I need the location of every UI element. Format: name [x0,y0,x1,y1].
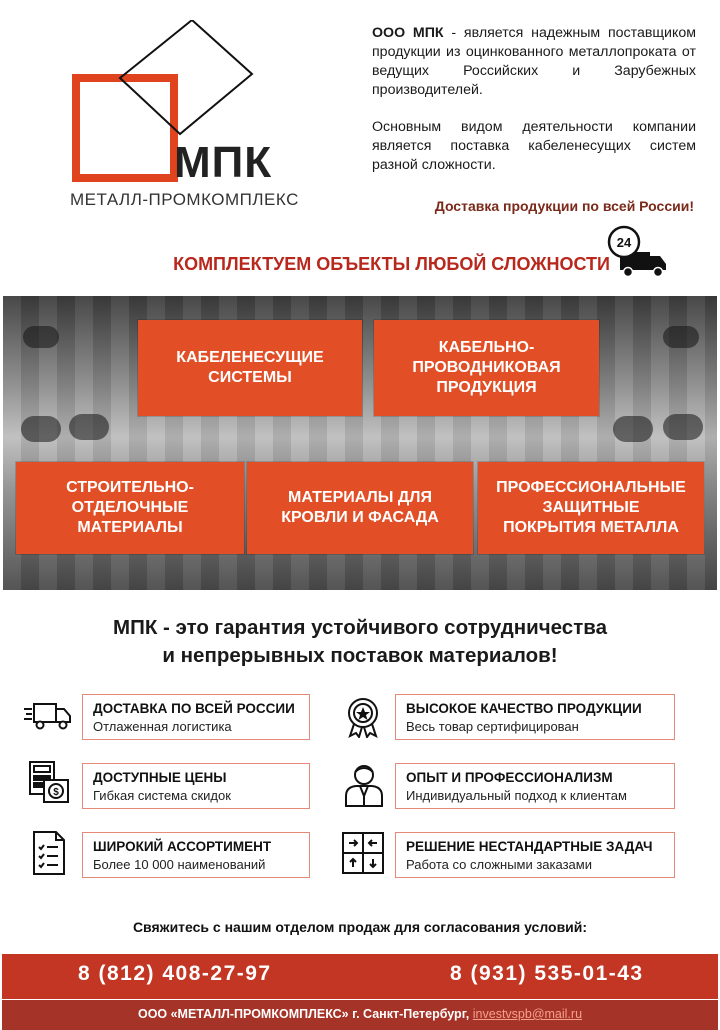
category-label-line: КРОВЛИ И ФАСАДА [281,509,439,526]
category-cable-wiring[interactable] [374,320,599,416]
feature-title: РЕШЕНИЕ НЕСТАНДАРТНЫЕ ЗАДАЧ [406,839,653,854]
email-link[interactable]: investvspb@mail.ru [472,1007,583,1021]
logo-text: МПК [174,138,273,187]
feature-delivery [82,694,310,740]
puzzle-arrows-icon [340,830,386,881]
tray-perforation [663,326,699,348]
feature-title: ШИРОКИЙ АССОРТИМЕНТ [93,839,272,854]
feature-custom-tasks [395,832,675,878]
product-categories-banner [3,296,717,590]
category-label-line: ПОКРЫТИЯ МЕТАЛЛА [503,519,679,536]
phone-mobile[interactable]: 8 (931) 535-01-43 [450,962,644,985]
feature-description: Гибкая система скидок [93,788,231,803]
category-label-line: ЗАЩИТНЫЕ [542,499,640,516]
feature-title: ОПЫТ И ПРОФЕССИОНАЛИЗМ [406,770,613,785]
tray-perforation [23,326,59,348]
feature-experience [395,763,675,809]
category-label-line: МАТЕРИАЛЫ [77,519,183,536]
delivery-note: Доставка продукции по всей России! [434,198,694,214]
company-logo [62,20,312,220]
category-label-line: СТРОИТЕЛЬНО- [66,479,194,496]
category-label [412,338,560,398]
checklist-icon [32,830,68,881]
tray-perforation [613,416,653,442]
phone-spb[interactable]: 8 (812) 408-27-97 [78,962,272,985]
professional-person-icon [342,762,386,813]
feature-description: Индивидуальный подход к клиентам [406,788,627,803]
feature-title: ВЫСОКОЕ КАЧЕСТВО ПРОДУКЦИИ [406,701,642,716]
category-finishing-materials[interactable] [16,462,244,554]
feature-assortment [82,832,310,878]
category-label-line: ПРОФЕССИОНАЛЬНЫЕ [496,479,686,496]
tray-perforation [21,416,61,442]
feature-description: Отлаженная логистика [93,719,232,734]
tray-perforation [663,414,703,440]
category-label [66,478,194,538]
intro-text [372,24,696,175]
feature-description: Весь товар сертифицирован [406,719,579,734]
company-name: ООО МПК [372,25,444,41]
category-label [496,478,686,538]
intro-paragraph-1 [372,24,696,100]
intro-paragraph-2: Основным видом деятельности компании является поставка кабеленесущих систем разной сложности. [372,119,696,173]
delivery-24-truck-icon [606,224,668,283]
calculator-price-icon [28,760,72,809]
category-roof-facade[interactable] [247,462,473,554]
category-label-line: ПРОДУКЦИЯ [436,379,537,396]
feature-title: ДОСТУПНЫЕ ЦЕНЫ [93,770,227,785]
truck-badge-text: 24 [616,235,632,250]
tray-perforation [69,414,109,440]
contact-lead: Свяжитесь с нашим отделом продаж для согласования условий: [132,919,588,935]
headline: КОМПЛЕКТУЕМ ОБЪЕКТЫ ЛЮБОЙ СЛОЖНОСТИ [173,254,610,274]
guarantee-line: МПК - это гарантия устойчивого сотрудничества [113,616,607,639]
feature-description: Более 10 000 наименований [93,857,266,872]
footer-bar [2,1000,718,1030]
intro-paragraph-1-text: - является надежным поставщиком продукции из оцинкованного металлопроката от ведущих Российских и Зарубежных производителей. [372,25,696,98]
category-label-line: МАТЕРИАЛЫ ДЛЯ [288,489,432,506]
category-cable-systems[interactable] [138,320,362,416]
logo-subtitle: МЕТАЛЛ-ПРОМКОМПЛЕКС [70,190,299,209]
delivery-truck-icon [24,700,72,737]
guarantee-heading [0,614,720,670]
quality-medal-icon [344,696,382,743]
feature-quality [395,694,675,740]
feature-description: Работа со сложными заказами [406,857,592,872]
category-label-line: ПРОВОДНИКОВАЯ [412,359,561,376]
guarantee-line: и непрерывных поставок материалов! [162,644,558,667]
svg-text:$: $ [53,787,59,798]
feature-prices [82,763,310,809]
footer-company: ООО «МЕТАЛЛ-ПРОМКОМПЛЕКС» г. Санкт-Петербург, [137,1007,470,1021]
category-label-line: ОТДЕЛОЧНЫЕ [71,499,189,516]
category-label [176,348,323,388]
category-label-line: КАБЕЛЬНО- [438,339,535,356]
category-label-line: КАБЕЛЕНЕСУЩИЕ [176,349,324,366]
phone-bar [2,954,718,999]
feature-title: ДОСТАВКА ПО ВСЕЙ РОССИИ [93,701,295,716]
category-label-line: СИСТЕМЫ [208,369,292,386]
category-metal-coatings[interactable] [478,462,704,554]
category-label [281,488,439,528]
